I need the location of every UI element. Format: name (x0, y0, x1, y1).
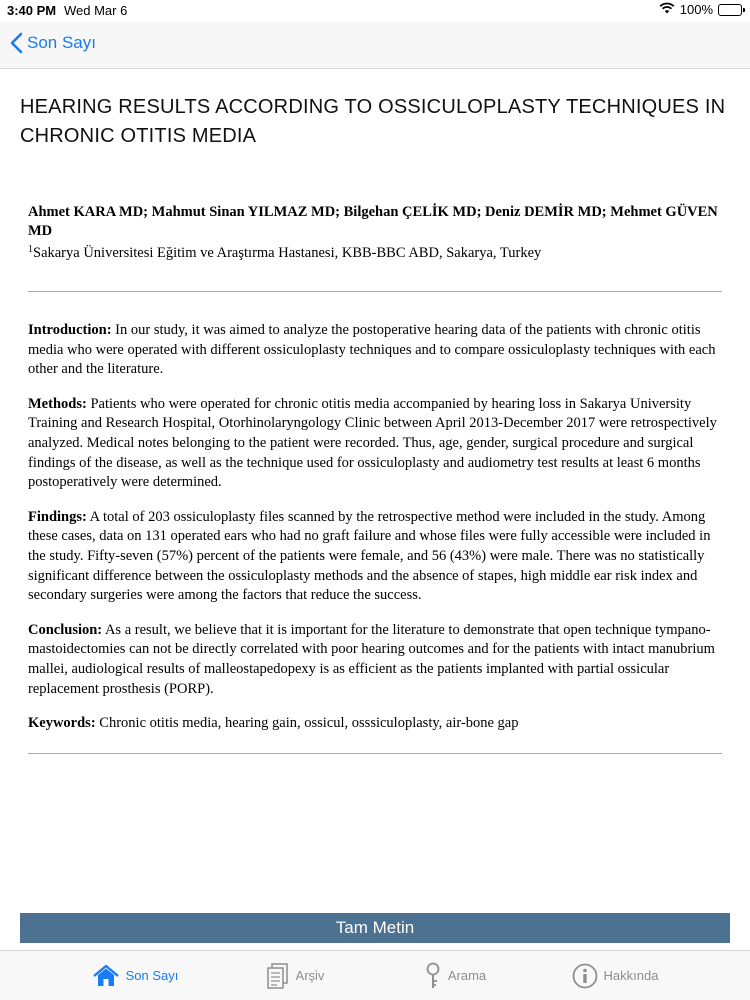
tab-label: Son Sayı (125, 968, 179, 983)
chevron-left-icon (10, 32, 23, 54)
article-affiliation (28, 244, 718, 263)
archive-icon (266, 963, 290, 989)
divider-top (28, 291, 722, 292)
section-label: Conclusion: (28, 621, 103, 638)
article-title: HEARING RESULTS ACCORDING TO OSSICULOPLASTY TECHNIQUES IN CHRONIC OTITIS MEDIA (20, 96, 726, 147)
section-text: Patients who were operated for chronic otitis media accompanied by hearing loss in Sakarya University Training and Research Hospital, Otorhinolaryngology Clinic between April 2013-December 2017 were retrospectively analyzed. Medical notes belonging to the patient were recorded. Thus, age, gender, surgical procedure and surgical findings of the disease, as well as the technique used for ossiculoplasty and audiometry test results at least 6 months postoperatively were determined. (28, 395, 717, 491)
tab-bar (0, 950, 750, 1000)
article-abstract (28, 321, 718, 749)
article-authors: Ahmet KARA MD; Mahmut Sinan YILMAZ MD; Bilgehan ÇELİK MD; Deniz DEMİR MD; Mehmet GÜVEN MD (28, 204, 718, 239)
section-text: As a result, we believe that it is important for the literature to demonstrate that open technique tympano-mastoidectomies can not be directly correlated with poor hearing outcomes and for the patients with intact manubrium mallei, audiological results of malleostapedopexy is as efficient as the patients implanted with partial ossicular replacement prosthesis (PORP). (28, 621, 715, 697)
full-text-button[interactable]: Tam Metin (20, 913, 730, 943)
section-text: A total of 203 ossiculoplasty files scanned by the retrospective method were included in the study. Among these cases, data on 131 operated ears who had no graft failure and whose files were fully accessible were included in the study. Fifty-seven (57%) percent of the patients were female, and 56 (43%) were male. There was no statistically significant difference between the ossiculoplasty methods and the absence of stapes, high middle ear risk index and secondary surgeries were among the factors that reduce the success. (28, 508, 711, 604)
back-button-label: Son Sayı (27, 33, 96, 52)
abstract-conclusion (28, 621, 718, 699)
status-indicators (659, 2, 742, 17)
abstract-introduction (28, 321, 718, 380)
status-date: Wed Mar 6 (64, 3, 128, 18)
wifi-icon (659, 2, 675, 17)
affiliation-marker: 1 (28, 244, 33, 255)
tab-label: Arşiv (295, 968, 325, 983)
section-label: Introduction: (28, 322, 112, 338)
battery-charging-icon (718, 4, 742, 16)
abstract-findings (28, 508, 718, 606)
battery-percent: 100% (679, 2, 713, 17)
section-label: Keywords: (28, 715, 96, 732)
section-text: Chronic otitis media, hearing gain, ossicul, osssiculoplasty, air-bone gap (95, 715, 519, 732)
search-key-icon (424, 962, 442, 990)
tab-label: Hakkında (603, 968, 659, 983)
abstract-methods (28, 395, 718, 493)
navigation-bar (0, 22, 750, 69)
info-icon (572, 963, 598, 989)
status-bar (0, 0, 750, 22)
section-label: Findings: (28, 508, 87, 525)
tab-hakkinda[interactable] (535, 951, 695, 1000)
tab-son-sayi[interactable] (55, 951, 215, 1000)
affiliation-text: Sakarya Üniversitesi Eğitim ve Araştırma Hastanesi, KBB-BBC ABD, Sakarya, Turkey (33, 245, 542, 261)
section-label: Methods: (28, 395, 87, 412)
tab-arsiv[interactable] (215, 951, 375, 1000)
divider-bottom (28, 753, 722, 754)
tab-arama[interactable] (375, 951, 535, 1000)
back-button[interactable] (10, 32, 96, 54)
status-time: 3:40 PM (7, 3, 57, 18)
tab-label: Arama (447, 968, 487, 983)
section-text: In our study, it was aimed to analyze the postoperative hearing data of the patients with chronic otitis media who were operated with different ossiculoplasty techniques and to compare ossiculoplasty techniques with each other and the literature. (28, 322, 716, 378)
abstract-keywords (28, 714, 718, 734)
home-icon (92, 964, 120, 988)
